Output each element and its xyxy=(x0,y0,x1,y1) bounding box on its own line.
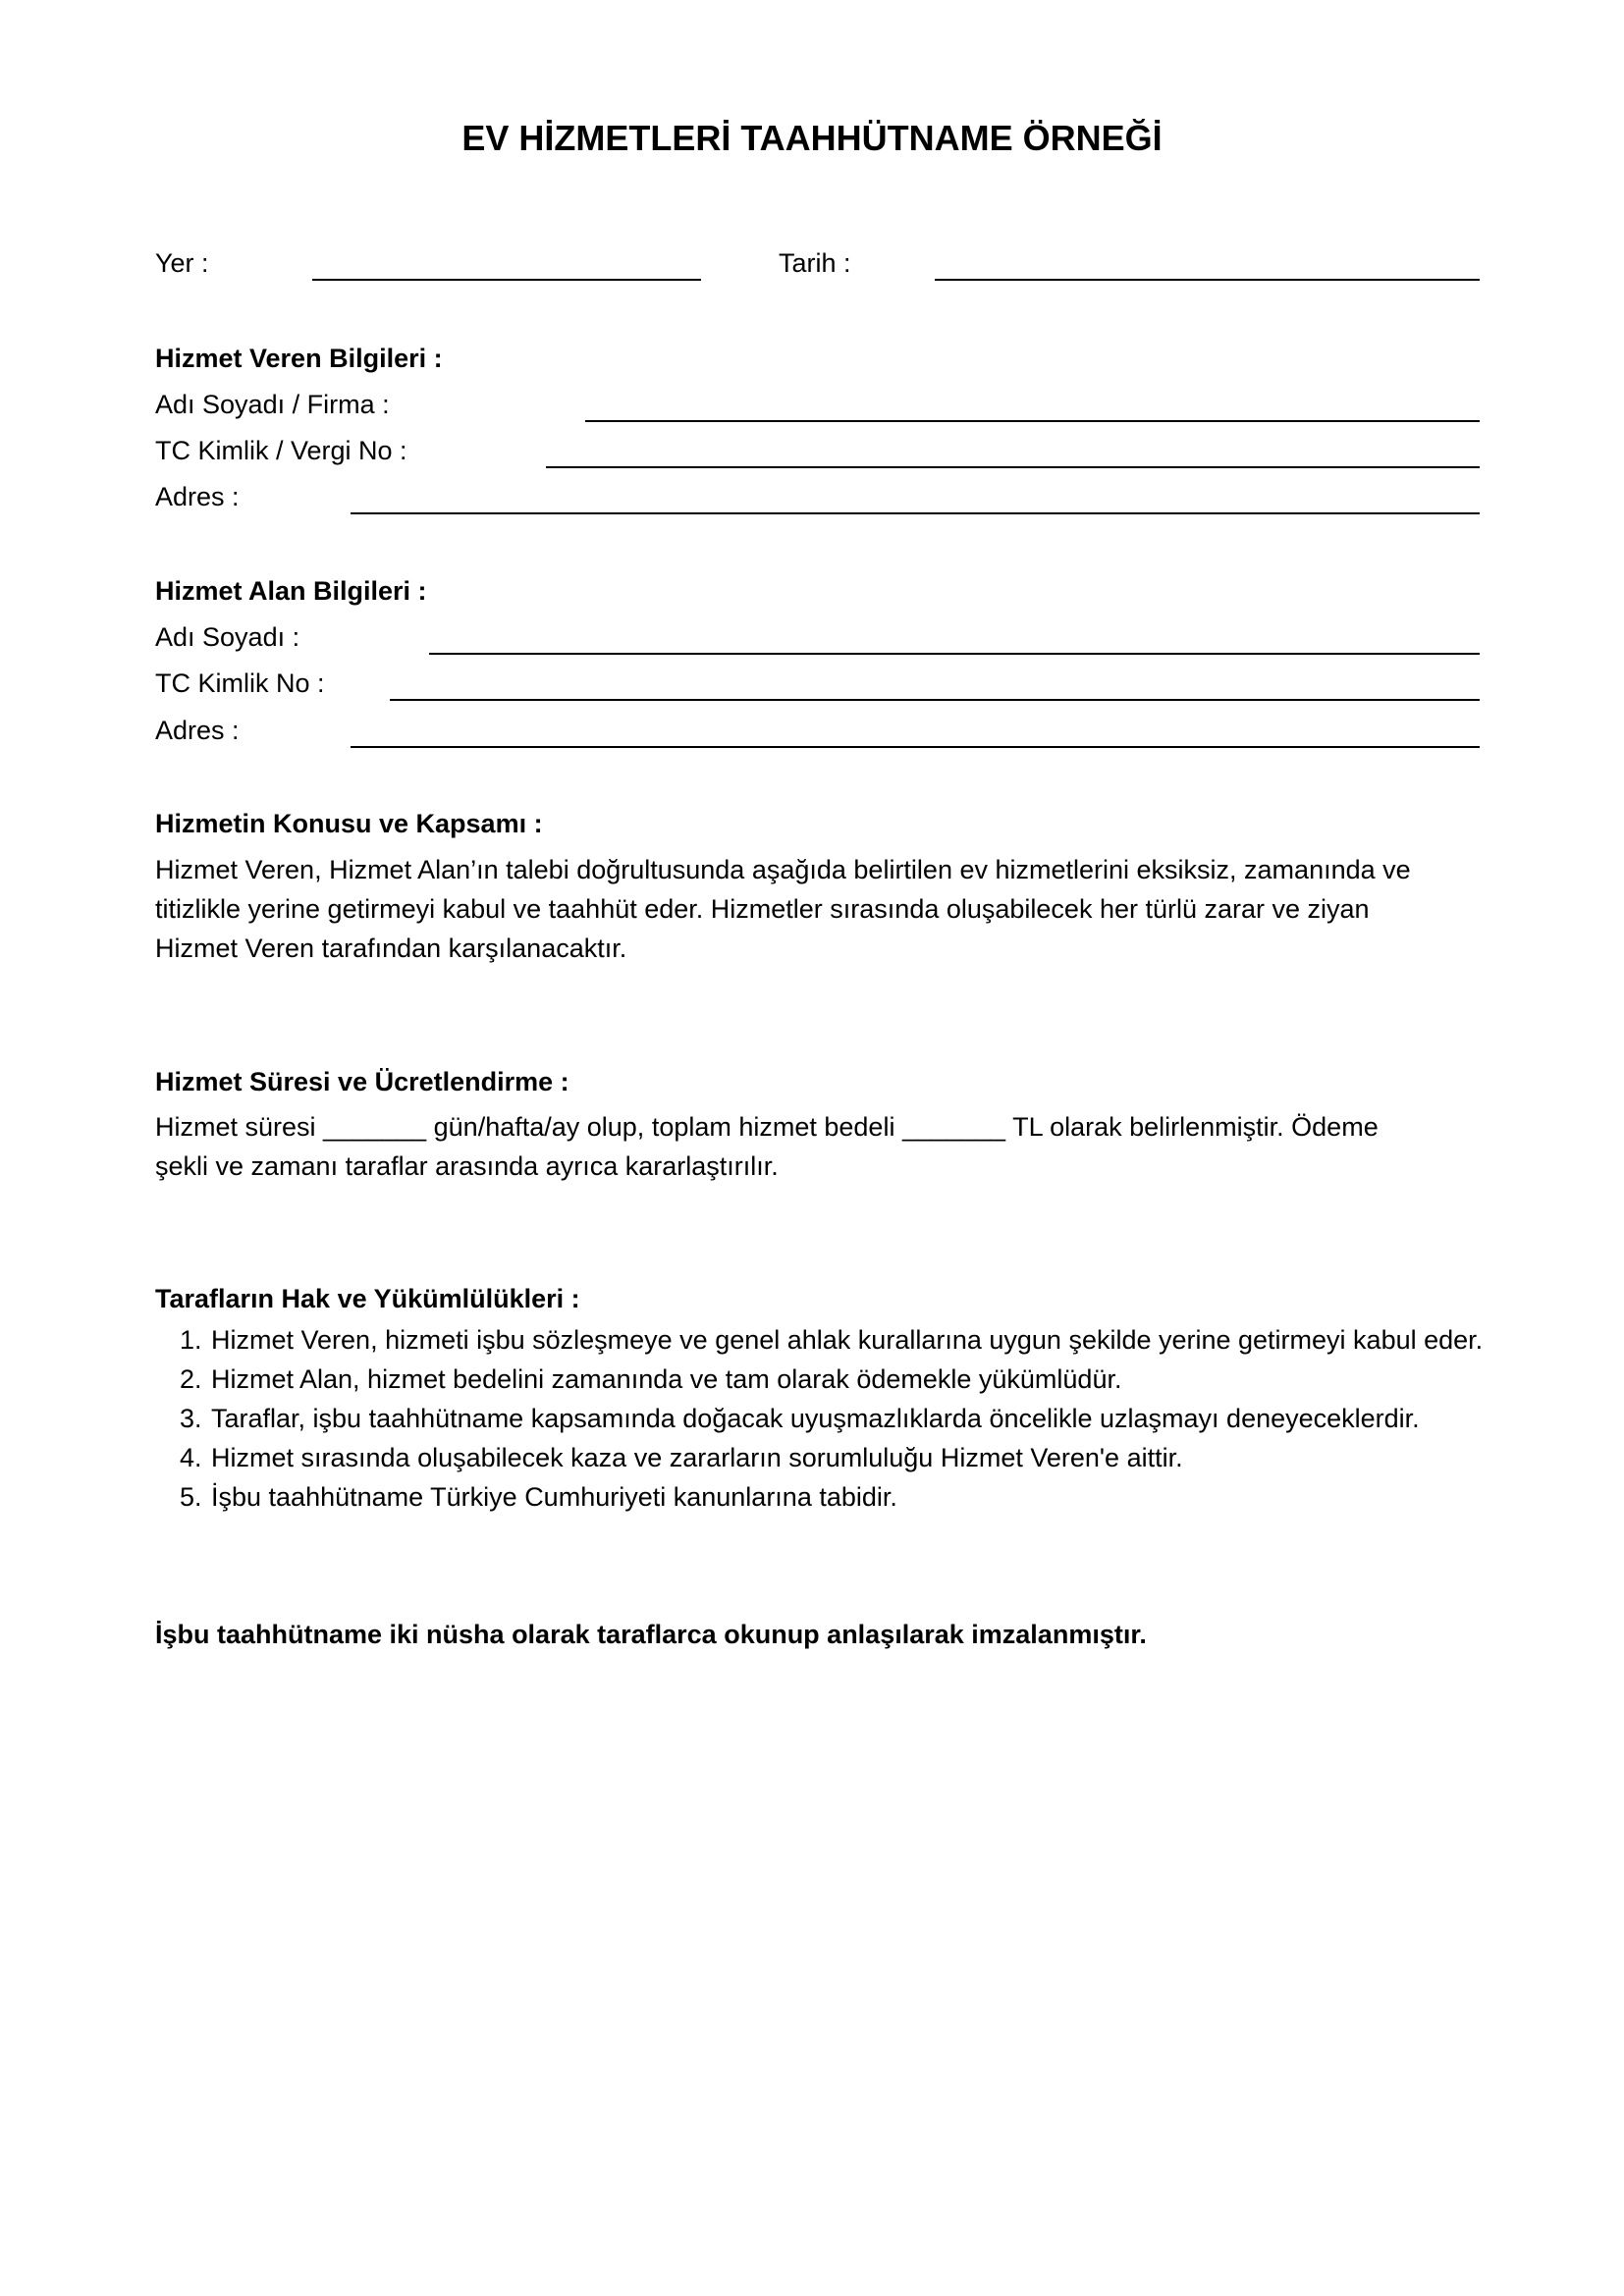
recipient-id-label: TC Kimlik No : xyxy=(155,668,325,698)
date-label: Tarih : xyxy=(779,248,851,278)
recipient-heading: Hizmet Alan Bilgileri : xyxy=(155,576,427,606)
provider-name-label: Adı Soyadı / Firma : xyxy=(155,390,390,419)
date-fill-line[interactable] xyxy=(935,279,1480,281)
obligations-list xyxy=(155,1320,1483,1517)
duration-line: şekli ve zamanı taraflar arasında ayrıca kararlaştırılır. xyxy=(155,1151,779,1181)
list-item: 5. İşbu taahhütname Türkiye Cumhuriyeti kanunlarına tabidir. xyxy=(209,1477,1483,1517)
scope-line: titizlikle yerine getirmeyi kabul ve taahhüt eder. Hizmetler sırasında oluşabilecek her türlü zarar ve ziyan xyxy=(155,894,1370,924)
recipient-address-label: Adres : xyxy=(155,716,240,745)
list-item: 1. Hizmet Veren, hizmeti işbu sözleşmeye ve genel ahlak kurallarına uygun şekilde yerine getirmeyi kabul eder. xyxy=(209,1320,1483,1360)
list-item: 3. Taraflar, işbu taahhütname kapsamında doğacak uyuşmazlıklarda öncelikle uzlaşmayı deneyeceklerdir. xyxy=(209,1399,1483,1438)
recipient-name-fill-line[interactable] xyxy=(429,653,1480,655)
place-fill-line[interactable] xyxy=(312,279,701,281)
provider-id-fill-line[interactable] xyxy=(546,466,1480,468)
duration-heading: Hizmet Süresi ve Ücretlendirme : xyxy=(155,1067,569,1096)
provider-address-fill-line[interactable] xyxy=(351,512,1480,514)
scope-line: Hizmet Veren, Hizmet Alan’ın talebi doğrultusunda aşağıda belirtilen ev hizmetlerini eksiksiz, zamanında ve xyxy=(155,855,1411,884)
duration-line: Hizmet süresi _______ gün/hafta/ay olup, toplam hizmet bedeli _______ TL olarak belirlenmiştir. Ödeme xyxy=(155,1112,1379,1142)
provider-name-fill-line[interactable] xyxy=(585,420,1480,422)
closing-statement: İşbu taahhütname iki nüsha olarak taraflarca okunup anlaşılarak imzalanmıştır. xyxy=(155,1620,1147,1649)
duration-paragraph xyxy=(155,1107,1530,1186)
list-item: 2. Hizmet Alan, hizmet bedelini zamanında ve tam olarak ödemekle yükümlüdür. xyxy=(209,1360,1483,1399)
scope-heading: Hizmetin Konusu ve Kapsamı : xyxy=(155,809,543,838)
document-title: EV HİZMETLERİ TAAHHÜTNAME ÖRNEĞİ xyxy=(461,118,1163,158)
recipient-name-label: Adı Soyadı : xyxy=(155,622,300,652)
list-item: 4. Hizmet sırasında oluşabilecek kaza ve zararların sorumluluğu Hizmet Veren'e aittir. xyxy=(209,1438,1483,1477)
obligations-heading: Tarafların Hak ve Yükümlülükleri : xyxy=(155,1284,580,1313)
provider-heading: Hizmet Veren Bilgileri : xyxy=(155,344,443,373)
provider-address-label: Adres : xyxy=(155,482,240,511)
recipient-id-fill-line[interactable] xyxy=(390,699,1480,701)
scope-line: Hizmet Veren tarafından karşılanacaktır. xyxy=(155,934,627,963)
provider-id-label: TC Kimlik / Vergi No : xyxy=(155,436,407,465)
recipient-address-fill-line[interactable] xyxy=(351,746,1480,748)
scope-paragraph xyxy=(155,850,1530,968)
place-label: Yer : xyxy=(155,248,209,278)
